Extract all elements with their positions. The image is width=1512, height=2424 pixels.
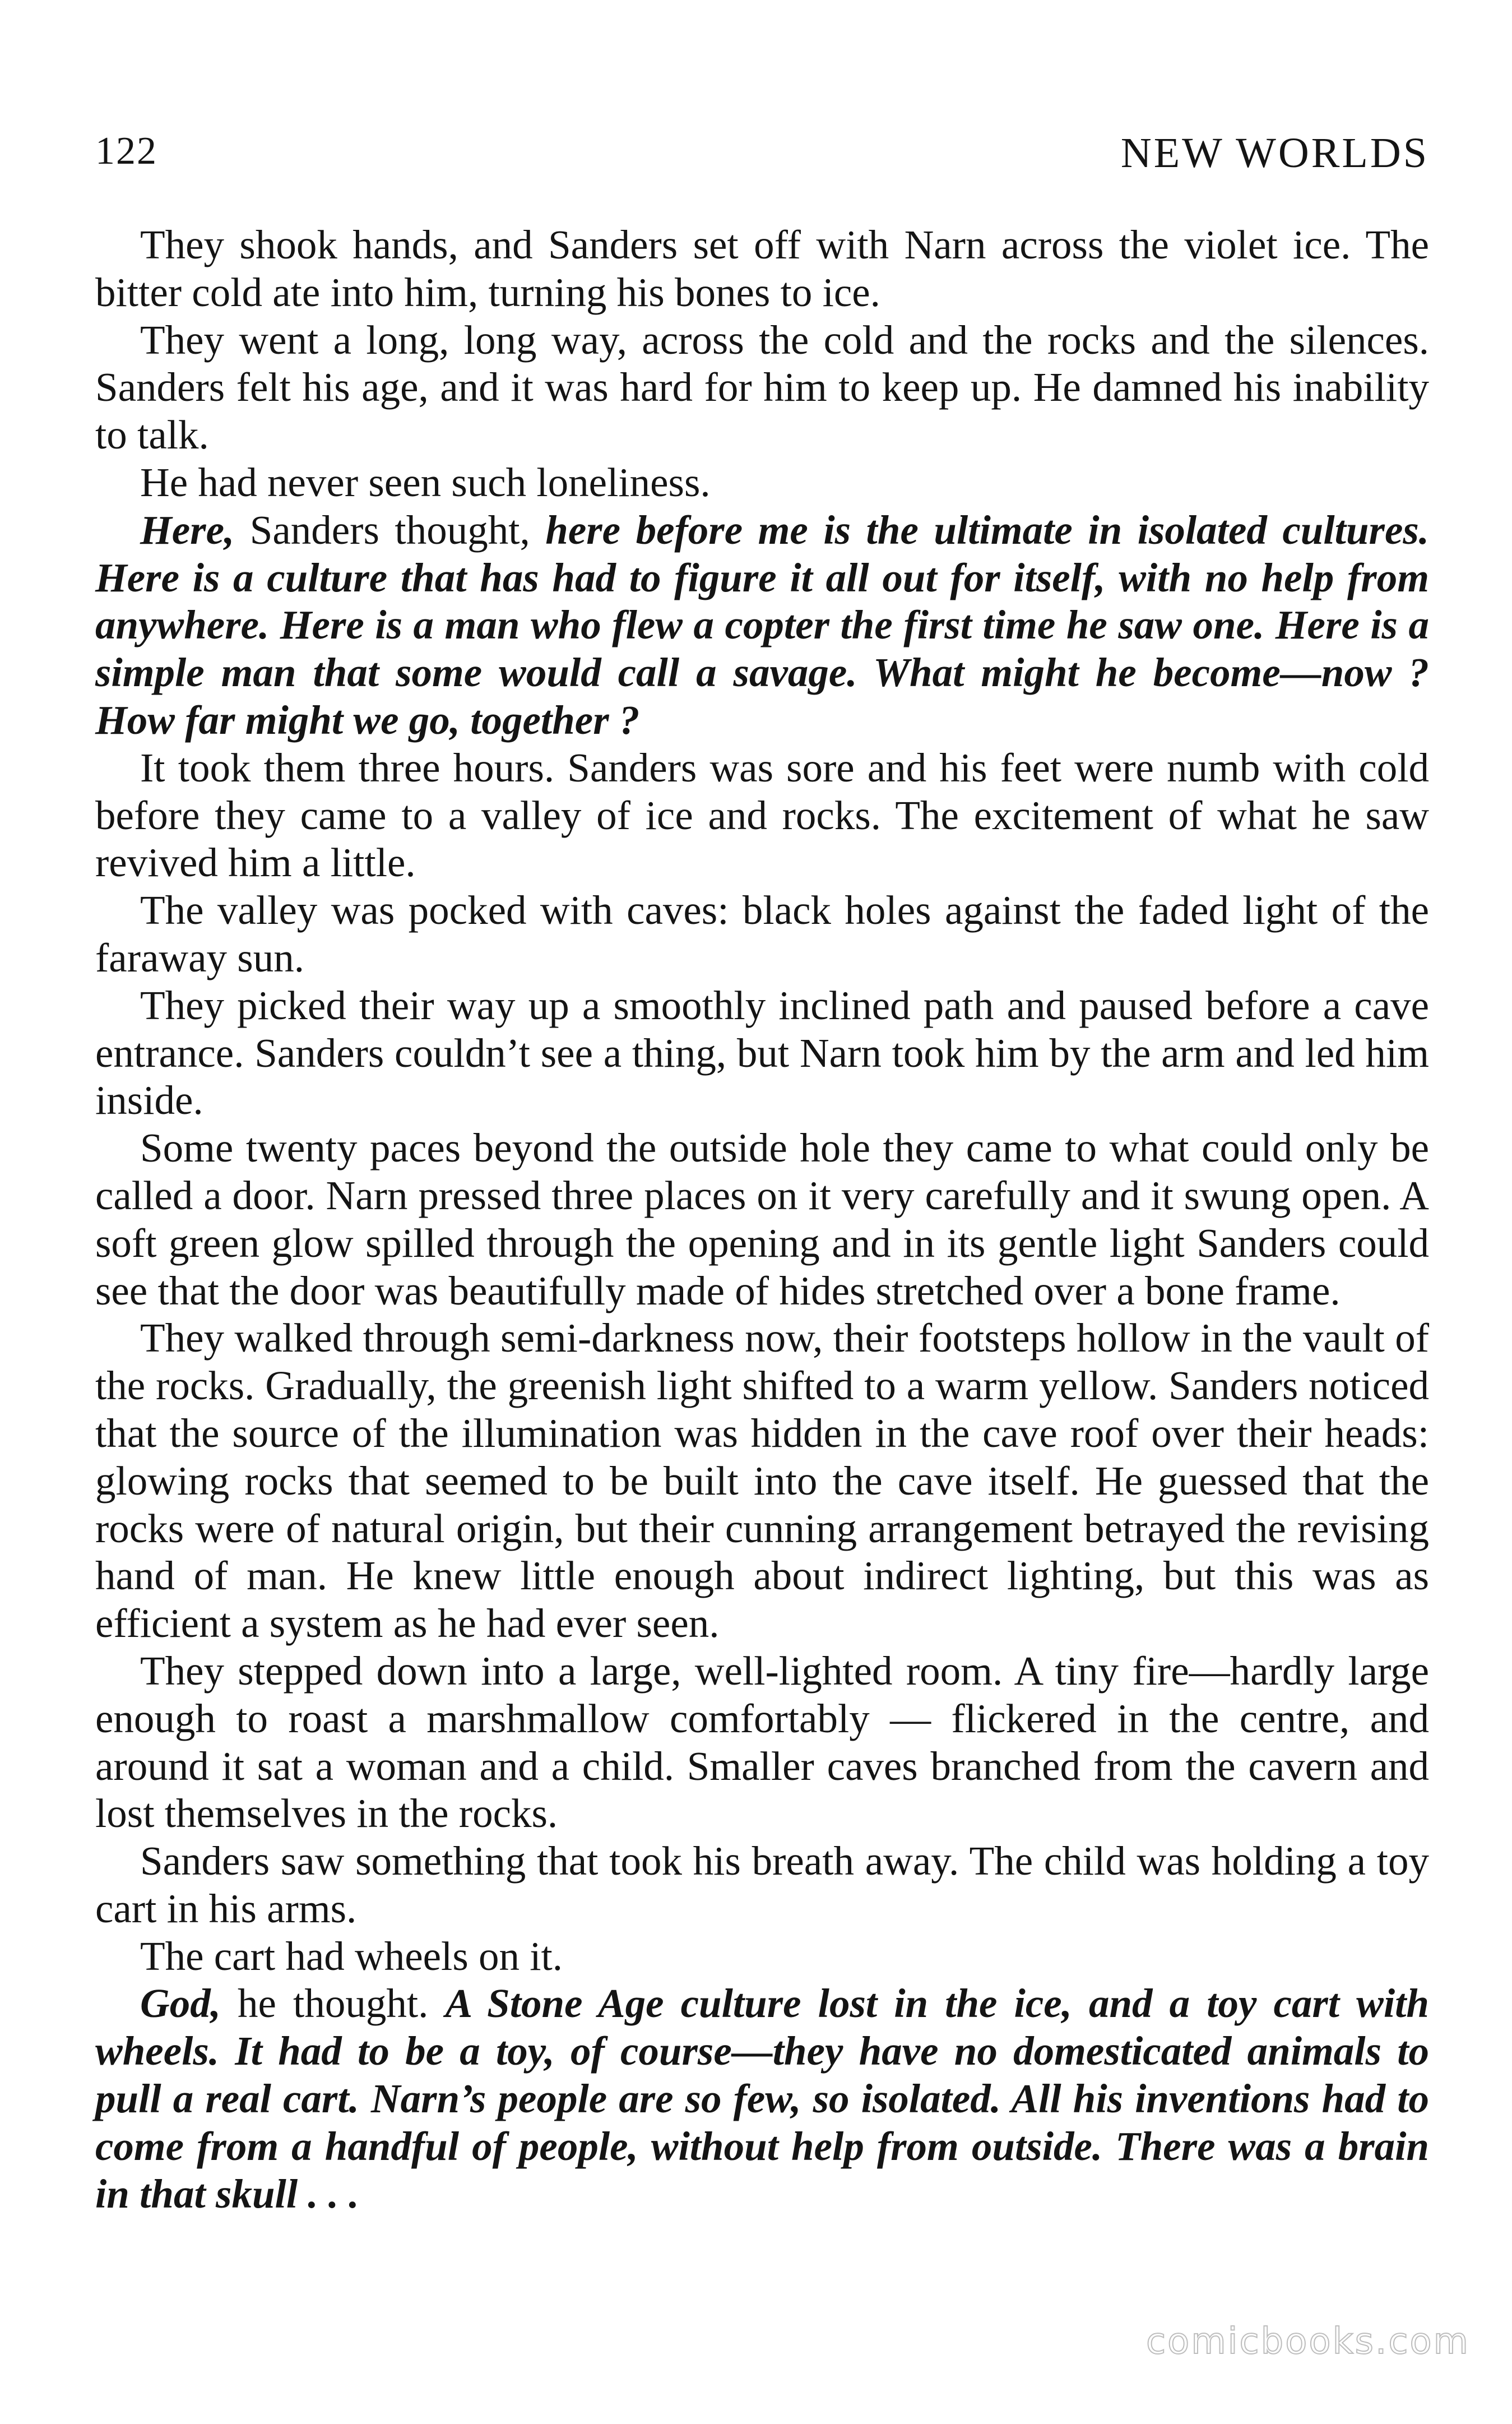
paragraph — [95, 1980, 1429, 2218]
italic-run: God, — [140, 1981, 221, 2027]
paragraph — [95, 982, 1429, 1125]
paragraph — [95, 1838, 1429, 1933]
text-run: They walked through semi-darkness now, their footsteps hollow in the vault of the rocks. Gradually, the greenish light shifted to a warm yellow. Sanders noticed that the source of the illumination was hidden in the cave roof over their heads: glowing rocks that seemed to be built into the cave itself. He guessed that the rocks were of natural origin, but their cunning arrangement betrayed the revising hand of man. He knew little enough about indirect lighting, but this was as efficient a system as he had ever seen. — [95, 1315, 1429, 1646]
italic-run: A Stone Age culture lost in the ice, and a toy cart with wheels. It had to be a toy, of course—they have no domesticated animals to pull a real cart. Narn’s people are so few, so isolated. All his inventions had to come from a handful of people, without help from outside. There was a brain in that skull . . . — [95, 1981, 1430, 2217]
paragraph — [95, 221, 1429, 317]
text-run: The valley was pocked with caves: black holes against the faded light of the faraway sun. — [95, 887, 1429, 980]
text-run: He had never seen such loneliness. — [140, 459, 711, 505]
text-run: They shook hands, and Sanders set off with Narn across the violet ice. The bitter cold ate into him, turning his bones to ice. — [95, 222, 1429, 315]
text-run: The cart had wheels on it. — [140, 1933, 563, 1979]
watermark: comicbooks.com — [1145, 2321, 1470, 2362]
paragraph — [95, 887, 1429, 982]
text-run: Sanders thought, — [234, 507, 546, 553]
paragraph — [95, 1648, 1429, 1838]
paragraph — [95, 1933, 1429, 1981]
text-run: They went a long, long way, across the cold and the rocks and the silences. Sanders felt his age, and it was hard for him to keep up. He damned his inability to talk. — [95, 317, 1429, 458]
page-number: 122 — [95, 129, 157, 173]
paragraph — [95, 507, 1429, 744]
text-run: They stepped down into a large, well-lighted room. A tiny fire—hardly large enough to roast a marshmallow comfortably — flickered in the centre, and around it sat a woman and a child. Smaller caves branched from the cavern and lost themselves in the rocks. — [95, 1648, 1429, 1836]
paragraph — [95, 459, 1429, 507]
running-head: NEW WORLDS — [1120, 129, 1429, 177]
paragraph — [95, 1315, 1429, 1648]
text-run: They picked their way up a smoothly inclined path and paused before a cave entrance. Sanders couldn’t see a thing, but Narn took him by the arm and led him inside. — [95, 982, 1429, 1123]
text-run: It took them three hours. Sanders was sore and his feet were numb with cold before they came to a valley of ice and rocks. The excitement of what he saw revived him a little. — [95, 744, 1429, 886]
text-run: Sanders saw something that took his breath away. The child was holding a toy cart in his arms. — [95, 1838, 1429, 1931]
paragraph — [95, 1125, 1429, 1315]
body-text — [95, 221, 1429, 2218]
italic-run: Here, — [140, 507, 235, 553]
paragraph — [95, 744, 1429, 887]
paragraph — [95, 317, 1429, 459]
text-run: he thought. — [220, 1981, 446, 2027]
page-header — [95, 129, 1429, 191]
italic-run: here before me is the ultimate in isolated cultures. Here is a culture that has had to figure it all out for itself, with no help from anywhere. Here is a man who flew a copter the first time he saw one. Here is a simple man that some would call a savage. What might he become—now ? How far might we go, together ? — [95, 507, 1430, 743]
text-run: Some twenty paces beyond the outside hole they came to what could only be called a door. Narn pressed three places on it very carefully and it swung open. A soft green glow spilled through the opening and in its gentle light Sanders could see that the door was beautifully made of hides stretched over a bone frame. — [95, 1125, 1429, 1313]
